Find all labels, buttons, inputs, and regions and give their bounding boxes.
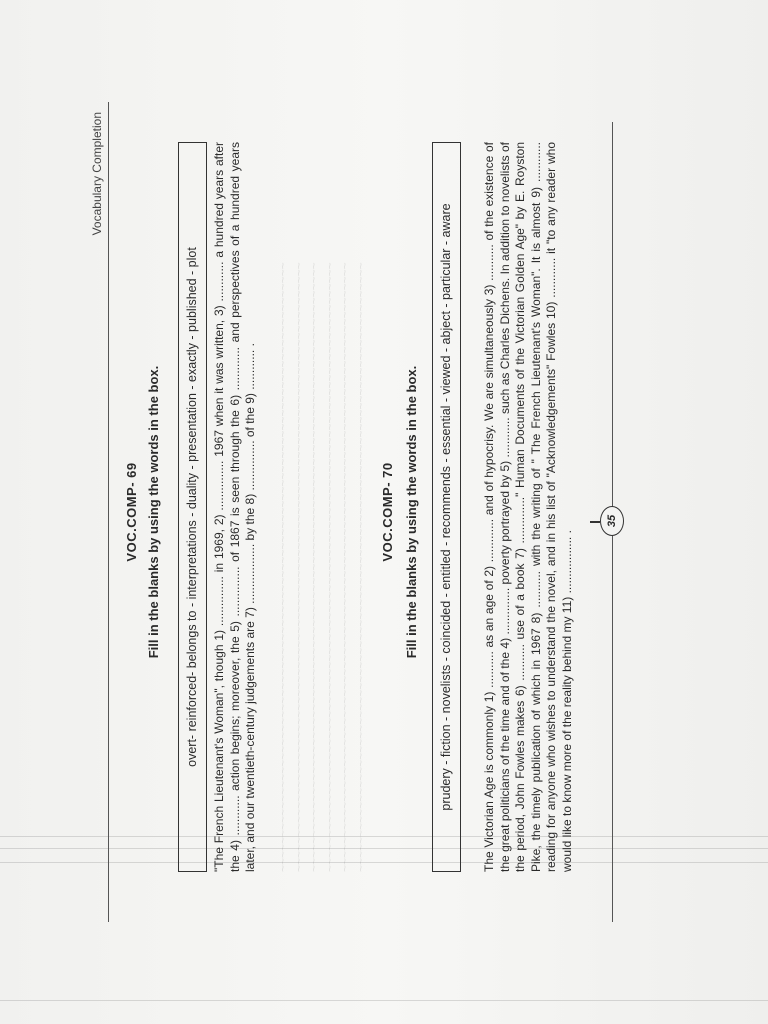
exercise-69-title: VOC.COMP- 69 — [124, 462, 139, 562]
exercise-69-instruction: Fill in the blanks by using the words in the box. — [146, 365, 161, 659]
page-number-tick — [590, 521, 600, 523]
bleed-through-texture: ~~~~~~~~~~~~~~~~~~~~~~~~~~~~~~~~~~~~~~~~~~~~~~~~~~~~~~~~~~~~~~~~~~~~~~~~~~~~~~~~~~~~~~~ ~~~~~~~~~~~~~~~~~~~~~~~~~~~~~~~~~~~~~~~~~~~~~~~~~~~~~~~~~~~~~~~~~~~~~~~~~~~~~~~~~~~~~~~ ~~~~~~~~~~~~~~~~~~~~~~~~~~~~~~~~~~~~~~~~~~~~~~~~~~~~~~~~~~~~~~~~~~~~~~~~~~~~~~~~~~~~~~~ ~~~~~~~~~~~~~~~~~~~~~~~~~~~~~~~~~~~~~~~~~~~~~~~~~~~~~~~~~~~~~~~~~~~~~~~~~~~~~~~~~~~~~~~ ~~~~~~~~~~~~~~~~~~~~~~~~~~~~~~~~~~~~~~~~~~~~~~~~~~~~~~~~~~~~~~~~~~~~~~~~~~~~~~~~~~~~~~~ ~~~~~~~~~~~~~~~~~~~~~~~~~~~~~~~~~~~~~~~~~~~~~~~~~~~~~~~~~~~~~~~~~~~~~~~~~~~~~~~~~~~~~~~ — [276, 262, 368, 872]
exercise-69-word-box: overt- reinforced- belongs to - interpretations - duality - presentation - exactly - published - plot — [178, 142, 207, 872]
exercise-70-word-box: prudery - fiction - novelists - coincided - entitled - recommends - essential - viewed - abject - particular - aware — [432, 142, 461, 872]
header-rule — [108, 102, 109, 922]
rotated-document — [84, 82, 684, 942]
exercise-70-passage: The Victorian Age is commonly 1) ........... as an age of 2) ............. and of hypocrisy. We are simultaneously 3) ........... of the existence of the great politicians of the time and of the 4) .............. poverty portrayed by 5) ............ such as Charles Dichens. In addition to novelists of the period, John Fowles makes 6) ........... use of a book 7) .............." Human Documents of the Victorian Golden Age" by E. Royston Pike, the timely publication of which in 1967 8) ........... with the writing of " The French Lieutenant's Woman". It is almost 9) ............ reading for anyone who wishes to understand the novel, and in his list of "Acknowledgements" Fowles 10) ............ it "to any reader who would like to know more of the reality behind my 11) ................. . — [482, 142, 574, 872]
page-number: 35 — [600, 506, 624, 536]
exercise-70-title: VOC.COMP- 70 — [380, 462, 395, 562]
section-header: Vocabulary Completion — [90, 112, 104, 236]
exercise-70-instruction: Fill in the blanks by using the words in the box. — [404, 365, 419, 659]
exercise-69-passage: "The French Lieutenant's Woman", though 1) ............... in 1969, 2) ............... 1967 when it was written, 3) ............ a hundred years after the 4) ............ action begins; moreover, the 5) ............... of 1867 is seen through the 6) ............. and perspectives of a hundred years later, and our twentieth-century judgements are 7) .................. by the 8) ............... of the 9) ............ . — [212, 142, 257, 872]
scan-artifact-line — [0, 1000, 768, 1001]
